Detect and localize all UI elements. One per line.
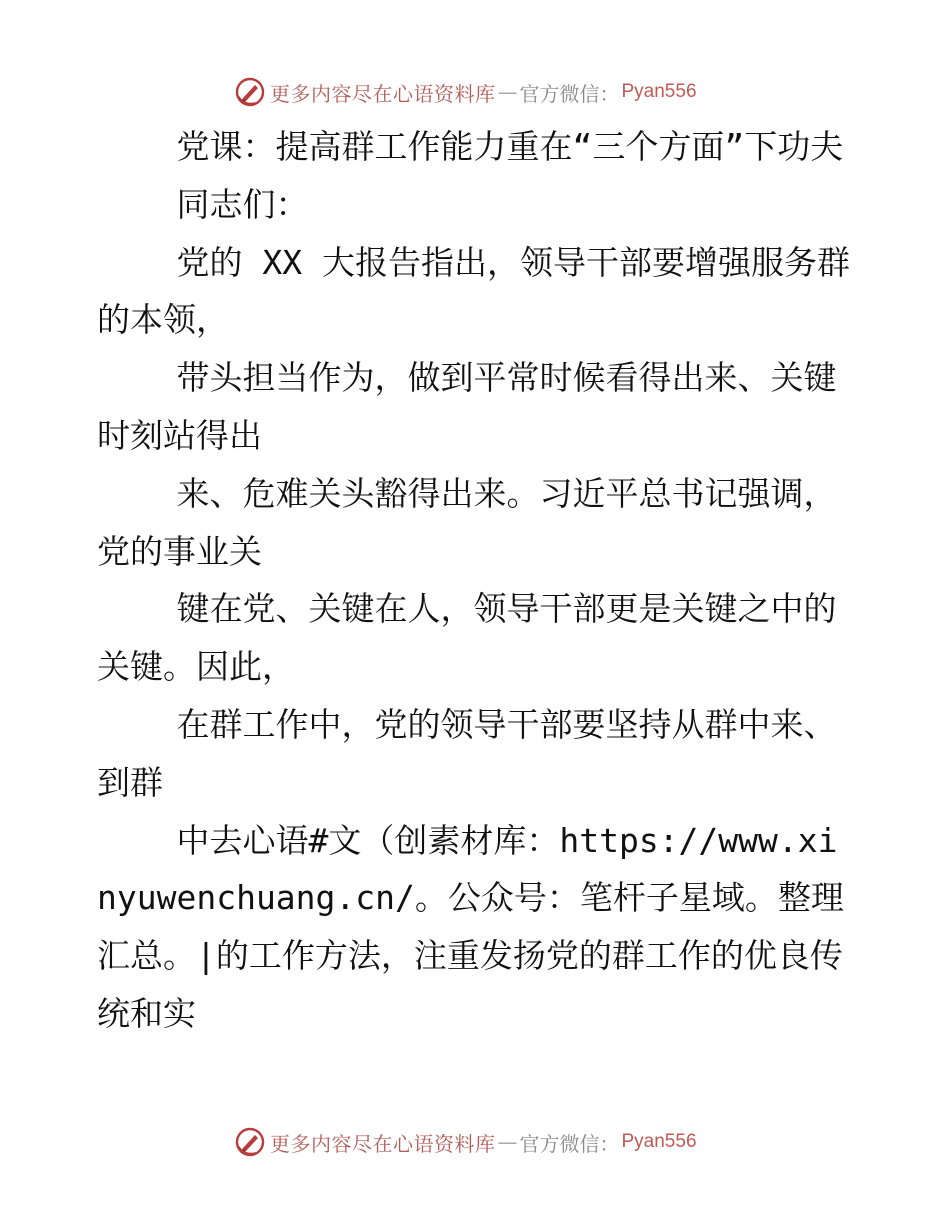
- logo-icon: [234, 1126, 266, 1158]
- watermark-text: 更多内容尽在心语资料库: [270, 1131, 496, 1156]
- watermark-wechat-label: 官方微信：: [519, 81, 620, 106]
- watermark-banner-bottom: [0, 1122, 950, 1162]
- watermark-separator: —: [497, 80, 518, 104]
- paragraph: 在群工作中，党的领导干部要坚持从群中来、到群: [97, 704, 837, 802]
- document-body: [97, 118, 857, 1043]
- watermark-wechat-id: Pyan556: [621, 81, 697, 102]
- watermark-wechat-label: 官方微信：: [519, 1131, 620, 1156]
- watermark-banner-content: [234, 1122, 697, 1162]
- watermark-text: 更多内容尽在心语资料库: [270, 81, 496, 106]
- watermark-wechat-id: Pyan556: [621, 1131, 697, 1152]
- document-title: 党课：提高群工作能力重在“三个方面”下功夫: [97, 127, 844, 166]
- logo-icon: [234, 76, 266, 108]
- paragraph: 来、危难关头豁得出来。习近平总书记强调，党的事业关: [97, 473, 837, 571]
- watermark-banner-content: [234, 72, 697, 112]
- paragraph: 键在党、关键在人，领导干部更是关键之中的关键。因此，: [97, 589, 837, 687]
- paragraph: 带头担当作为，做到平常时候看得出来、关键时刻站得出: [97, 358, 837, 455]
- paragraph: 中去心语#文（创素材库：https://www.xinyuwenchuang.cn/。公众号：笔杆子星域。整理汇总。|的工作方法，注重发扬党的群工作的优良传统和实: [97, 820, 844, 1033]
- paragraph: 党的 XX 大报告指出，领导干部要增强服务群的本领，: [97, 242, 850, 340]
- watermark-separator: —: [497, 1130, 518, 1154]
- watermark-banner-top: [0, 72, 950, 112]
- paragraph: 同志们：: [97, 184, 309, 224]
